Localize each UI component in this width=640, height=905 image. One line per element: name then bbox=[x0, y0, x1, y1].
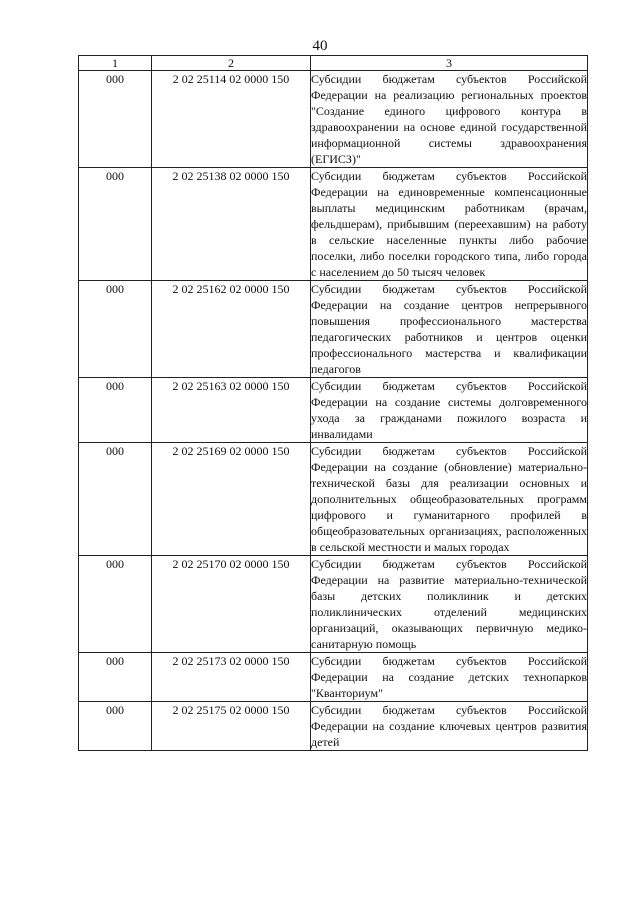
table-row bbox=[79, 168, 588, 281]
table-row bbox=[79, 71, 588, 168]
description-cell: Субсидии бюджетам субъектов Российской Федерации на создание системы долговременного ухода за гражданами пожилого возраста и инвалидами bbox=[311, 379, 587, 441]
description-cell: Субсидии бюджетам субъектов Российской Федерации на создание (обновление) материально-технической базы для реализации основных и дополнительных общеобразовательных программ цифрового и гуманитарного профилей в общеобразовательных организациях, расположенных в сельской местности и малых городах bbox=[311, 444, 587, 554]
admin-code-cell: 000 bbox=[79, 281, 152, 378]
description-cell: Субсидии бюджетам субъектов Российской Федерации на создание ключевых центров развития детей bbox=[311, 703, 587, 749]
kbk-code-cell: 2 02 25138 02 0000 150 bbox=[152, 168, 311, 281]
table-row bbox=[79, 653, 588, 702]
column-header-1: 1 bbox=[79, 56, 152, 71]
kbk-code-cell: 2 02 25173 02 0000 150 bbox=[152, 653, 311, 702]
kbk-code-cell: 2 02 25163 02 0000 150 bbox=[152, 378, 311, 443]
kbk-code-cell: 2 02 25162 02 0000 150 bbox=[152, 281, 311, 378]
admin-code-cell: 000 bbox=[79, 168, 152, 281]
page-number: 40 bbox=[312, 38, 328, 54]
table-header-row bbox=[79, 56, 588, 71]
budget-classification-table bbox=[78, 55, 588, 751]
table-row bbox=[79, 702, 588, 751]
description-cell: Субсидии бюджетам субъектов Российской Федерации на развитие материально-технической базы детских поликлиник и детских поликлинических отделений медицинских организаций, оказывающих первичную медико-санитарную помощь bbox=[311, 557, 587, 651]
admin-code-cell: 000 bbox=[79, 653, 152, 702]
admin-code-cell: 000 bbox=[79, 556, 152, 653]
admin-code-cell: 000 bbox=[79, 378, 152, 443]
table-row bbox=[79, 443, 588, 556]
kbk-code-cell: 2 02 25169 02 0000 150 bbox=[152, 443, 311, 556]
table-row bbox=[79, 281, 588, 378]
kbk-code-cell: 2 02 25175 02 0000 150 bbox=[152, 702, 311, 751]
kbk-code-cell: 2 02 25114 02 0000 150 bbox=[152, 71, 311, 168]
column-header-3: 3 bbox=[311, 56, 588, 71]
description-cell: Субсидии бюджетам субъектов Российской Федерации на реализацию региональных проектов "Создание единого цифрового контура в здравоохранении на основе единой государственной информационной системы здравоохранения (ЕГИСЗ)" bbox=[311, 72, 587, 166]
description-cell: Субсидии бюджетам субъектов Российской Федерации на единовременные компенсационные выплаты медицинским работникам (врачам, фельдшерам), прибывшим (переехавшим) на работу в сельские населенные пункты либо рабочие поселки, либо поселки городского типа, либо города с населением до 50 тысяч человек bbox=[311, 169, 587, 279]
column-header-2: 2 bbox=[152, 56, 311, 71]
table-row bbox=[79, 556, 588, 653]
admin-code-cell: 000 bbox=[79, 702, 152, 751]
kbk-code-cell: 2 02 25170 02 0000 150 bbox=[152, 556, 311, 653]
description-cell: Субсидии бюджетам субъектов Российской Федерации на создание центров непрерывного повышения профессионального мастерства педагогических работников и центров оценки профессионального мастерства и квалификации педагогов bbox=[311, 282, 587, 376]
admin-code-cell: 000 bbox=[79, 71, 152, 168]
admin-code-cell: 000 bbox=[79, 443, 152, 556]
table-row bbox=[79, 378, 588, 443]
description-cell: Субсидии бюджетам субъектов Российской Федерации на создание детских технопарков "Кванториум" bbox=[311, 654, 587, 700]
